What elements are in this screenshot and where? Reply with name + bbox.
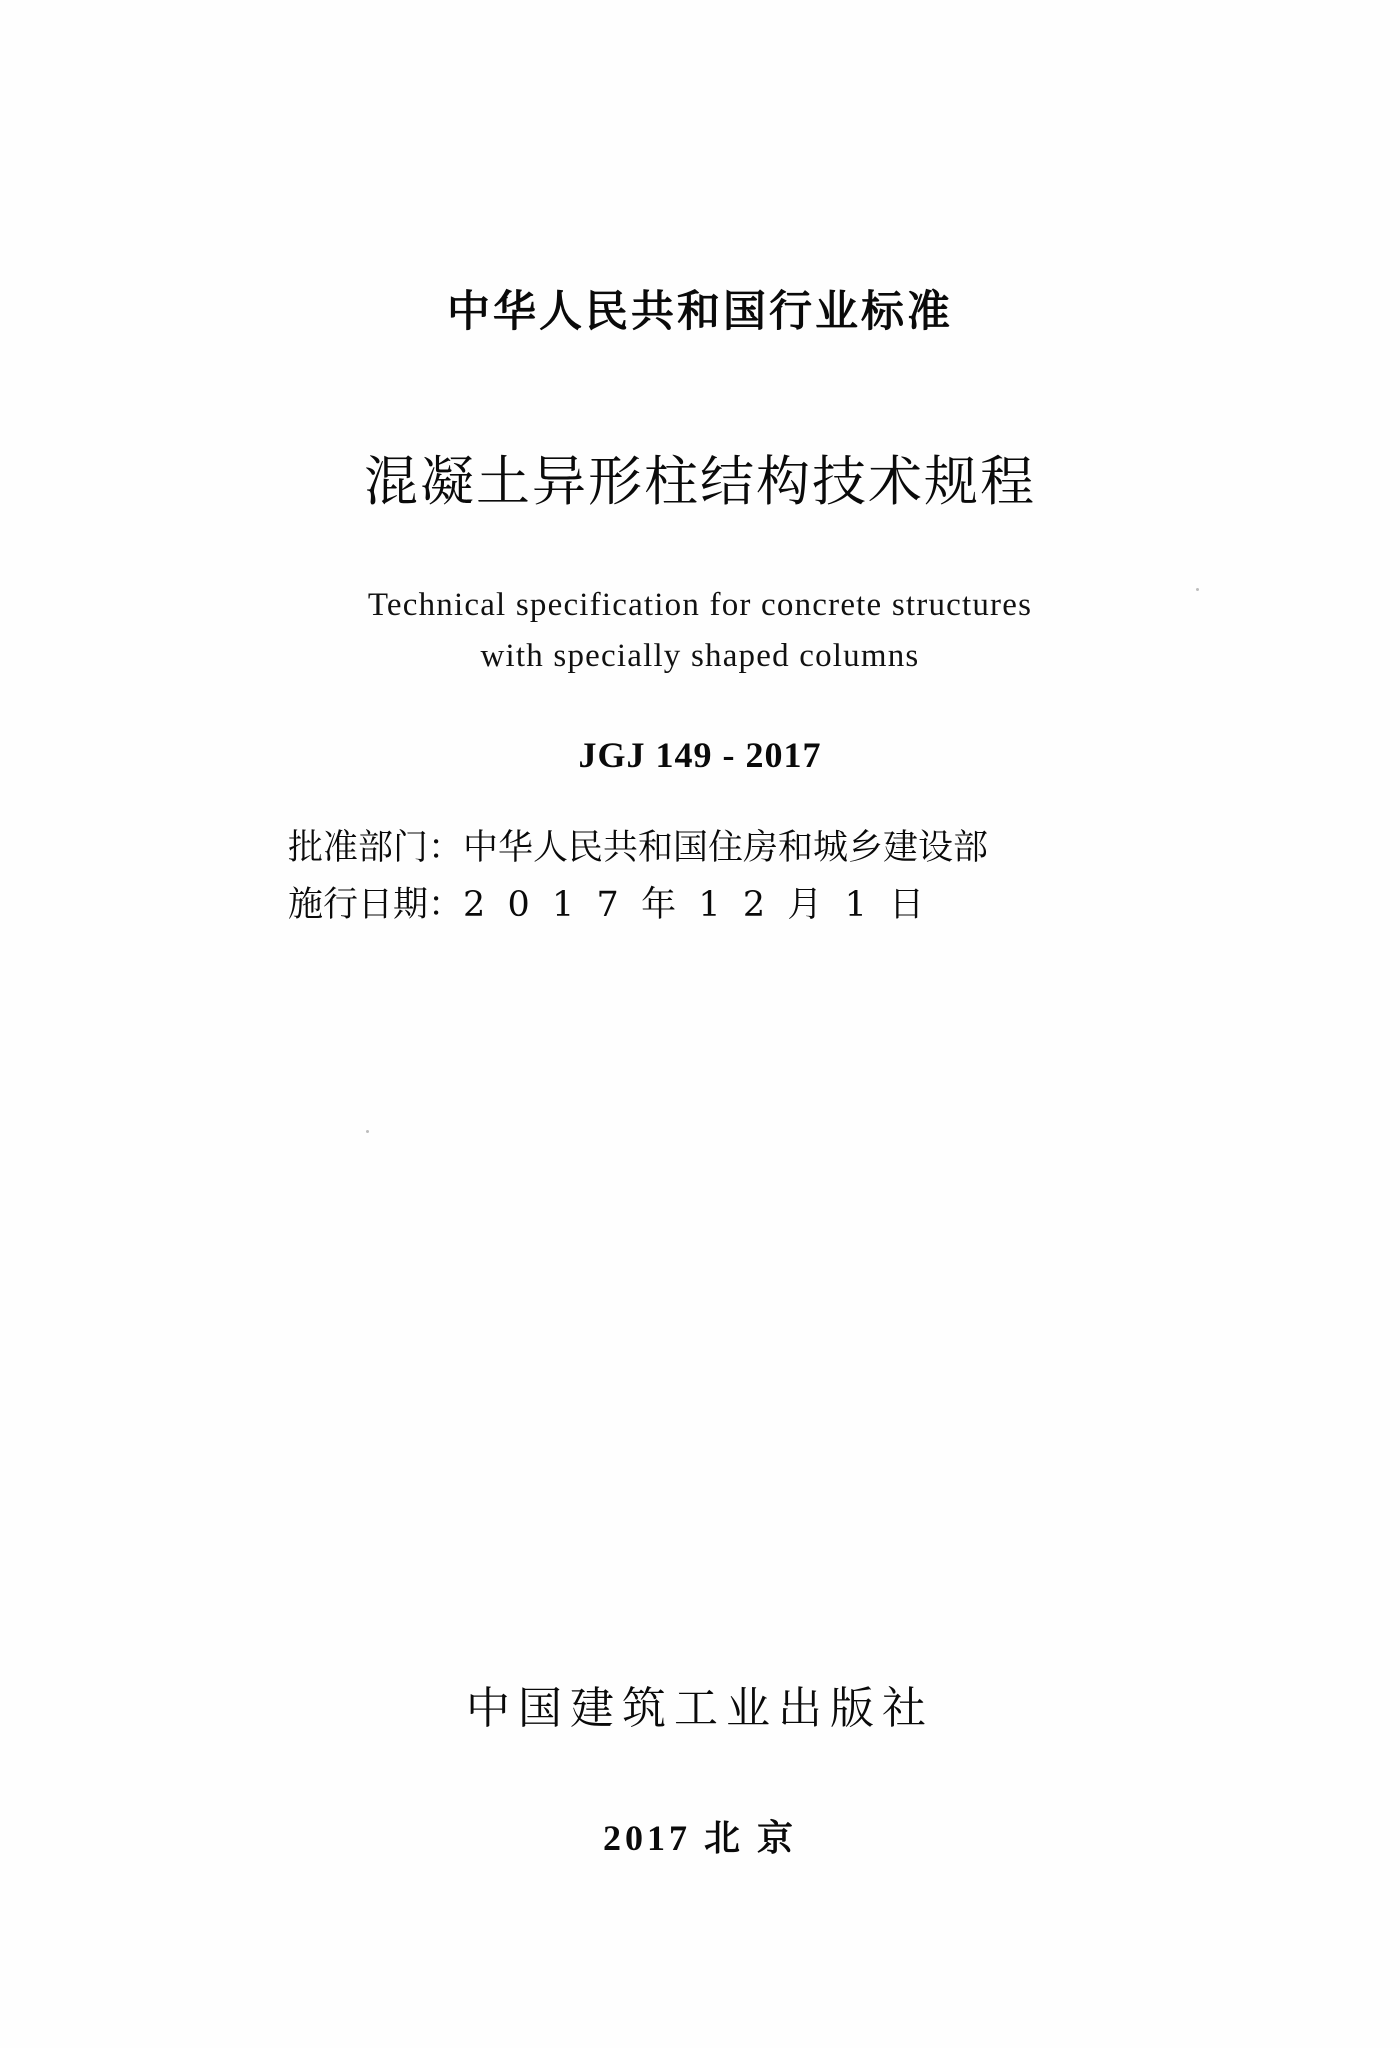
scan-speck	[366, 1130, 369, 1133]
title-block	[0, 278, 1400, 776]
title-english-line-1: Technical specification for concrete structures	[367, 587, 1033, 623]
title-english	[0, 580, 1400, 682]
metadata-block	[288, 820, 1128, 933]
standard-code: JGJ 149 - 2017	[578, 735, 822, 776]
page-title: 混凝土异形柱结构技术规程	[364, 450, 1036, 513]
publish-year-city: 2017 北 京	[602, 1818, 797, 1858]
scan-speck	[1196, 588, 1199, 591]
standard-organization: 中华人民共和国行业标准	[447, 287, 953, 337]
approval-department: 批准部门：中华人民共和国住房和城乡建设部	[288, 828, 989, 868]
effective-date: 施行日期：2 0 1 7 年 1 2 月 1 日	[288, 884, 925, 925]
title-english-line-2: with specially shaped columns	[480, 638, 920, 675]
publisher-block	[0, 1672, 1400, 1861]
publisher-name: 中国建筑工业出版社	[466, 1683, 934, 1734]
